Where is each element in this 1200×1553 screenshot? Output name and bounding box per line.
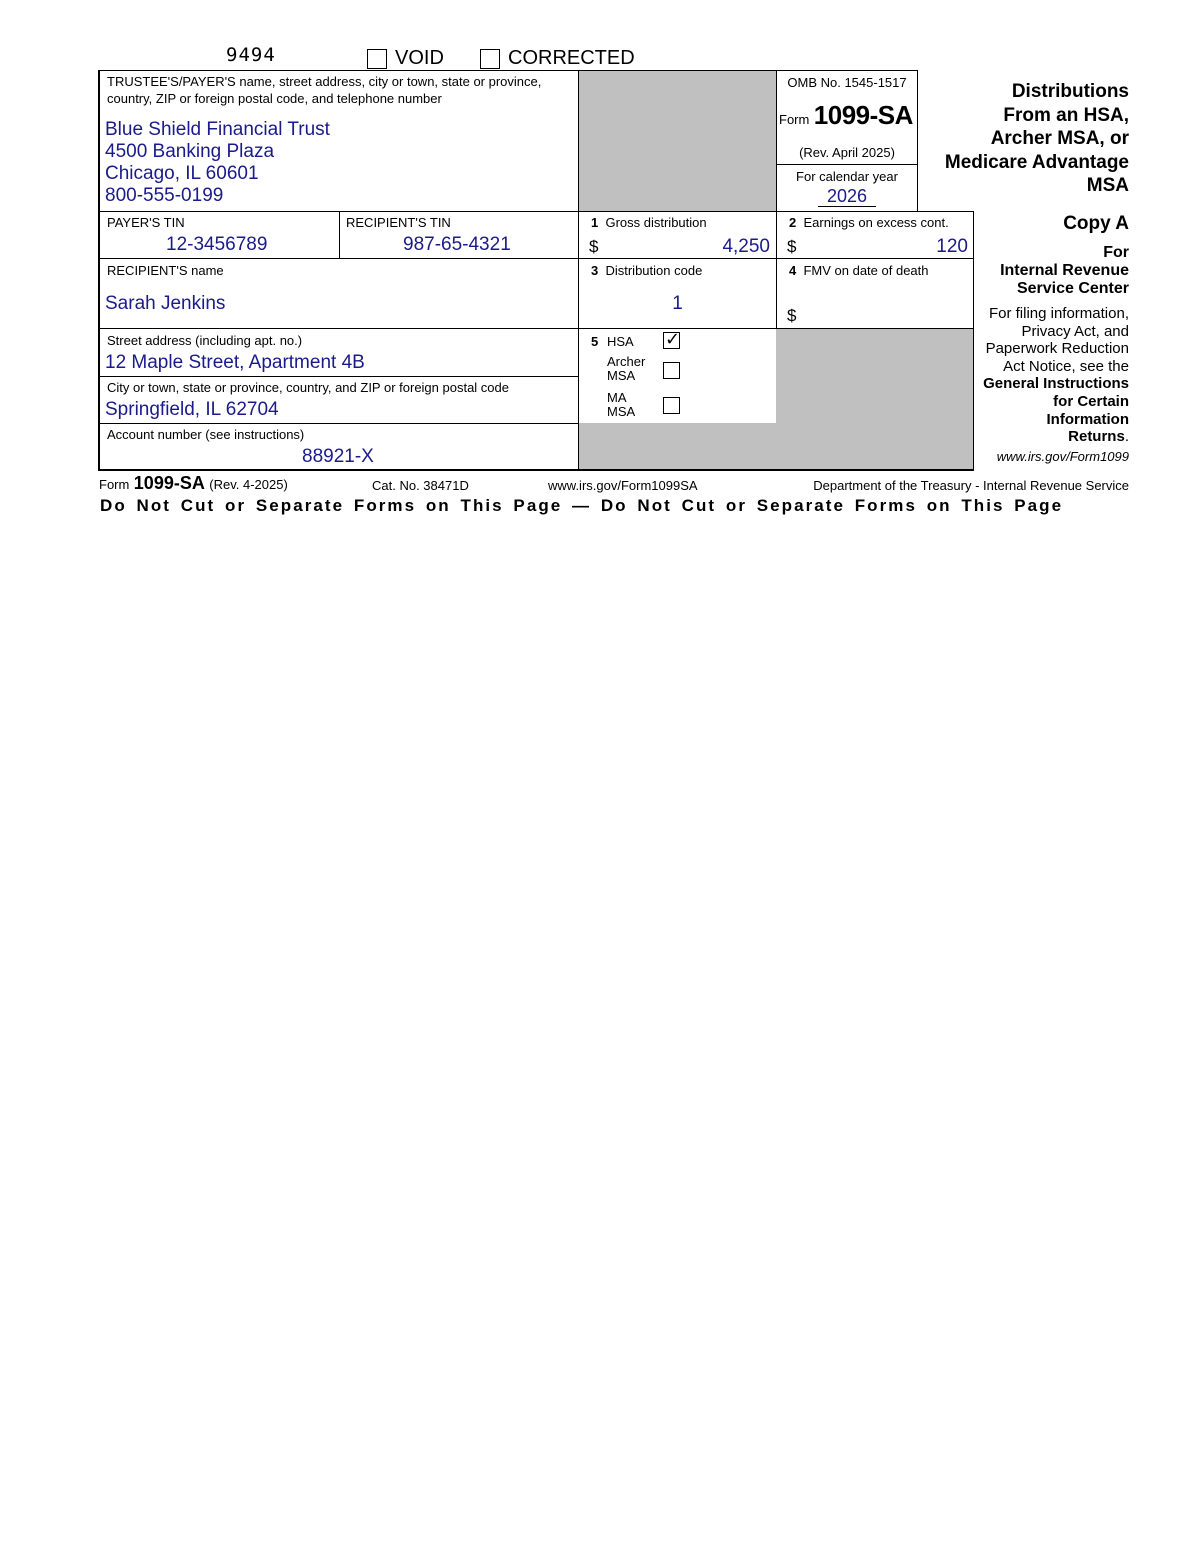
- box3-text: Distribution code: [605, 263, 703, 278]
- title-line: MSA: [1086, 175, 1129, 196]
- hsa-checkbox[interactable]: [663, 329, 681, 350]
- form-prefix: Form: [779, 112, 810, 127]
- copy-info-block: [966, 305, 1129, 446]
- void-checkbox[interactable]: [367, 49, 387, 69]
- payer-tin-label: PAYER'S TIN: [107, 215, 185, 230]
- box1-dollar: $: [589, 237, 599, 256]
- form-title-block: [920, 80, 1129, 198]
- copy-for-line: For: [1103, 244, 1129, 261]
- copy-info-line: Information: [1046, 410, 1129, 428]
- form-title: [779, 100, 913, 131]
- recipient-city: Springfield, IL 62704: [105, 399, 279, 420]
- rule: [98, 328, 974, 329]
- rule: [339, 211, 340, 258]
- footer-cat: Cat. No. 38471D: [372, 478, 469, 493]
- title-line: Distributions: [1011, 81, 1129, 102]
- archer-line: Archer: [607, 354, 646, 369]
- recipient-street: 12 Maple Street, Apartment 4B: [105, 352, 365, 373]
- copy-for-line: Internal Revenue: [1000, 262, 1129, 279]
- box4-label: [789, 262, 929, 279]
- rule: [776, 70, 777, 328]
- box2-value: 120: [936, 236, 968, 257]
- box4-dollar: $: [787, 306, 797, 325]
- shaded-area-box5-right: [776, 329, 973, 423]
- copy-a-title: Copy A: [1063, 213, 1129, 234]
- box1-value: 4,250: [722, 236, 770, 257]
- rule: [917, 70, 918, 211]
- copy-info-line: [966, 428, 1129, 446]
- box3-value: 1: [672, 293, 683, 314]
- account-label: Account number (see instructions): [107, 427, 305, 442]
- rule: [98, 70, 918, 71]
- recipient-name-label: RECIPIENT'S name: [107, 263, 224, 278]
- payer-name: Blue Shield Financial Trust: [105, 119, 330, 140]
- recipient-name: Sarah Jenkins: [105, 293, 226, 314]
- copy-info-line: General Instructions: [983, 375, 1129, 393]
- box1-label: [591, 214, 707, 231]
- corrected-label: CORRECTED: [508, 47, 635, 69]
- copy-info-line: Privacy Act, and: [1021, 322, 1129, 340]
- footer-form-prefix: Form: [99, 477, 130, 492]
- shaded-area-top: [579, 71, 776, 211]
- box5-ma-label: [607, 391, 635, 419]
- payer-tin: 12-3456789: [166, 234, 268, 255]
- shaded-area-account-right: [579, 423, 973, 470]
- box4-text: FMV on date of death: [803, 263, 929, 278]
- ma-line: MSA: [607, 404, 636, 419]
- box2-dollar: $: [787, 237, 797, 256]
- copy-info-line: For filing information,: [988, 305, 1129, 322]
- corrected-checkbox[interactable]: [480, 49, 500, 69]
- calendar-year: 2026: [818, 186, 876, 207]
- payer-street: 4500 Banking Plaza: [105, 141, 275, 162]
- title-line: Archer MSA, or: [990, 128, 1129, 149]
- rule: [98, 70, 100, 470]
- footer-dept: Department of the Treasury - Internal Revenue Service: [813, 478, 1129, 493]
- archer-line: MSA: [607, 368, 636, 383]
- box2-text: Earnings on excess cont.: [803, 215, 949, 230]
- rule: [776, 164, 918, 165]
- footer-warning: Do Not Cut or Separate Forms on This Page — Do Not Cut or Separate Forms on This Page: [100, 496, 1064, 515]
- copy-for-block: [976, 244, 1129, 298]
- rule: [98, 376, 579, 377]
- box1-number: 1: [591, 215, 599, 230]
- title-line: Medicare Advantage: [944, 151, 1129, 173]
- payer-city: Chicago, IL 60601: [105, 163, 259, 184]
- box1-text: Gross distribution: [605, 215, 707, 230]
- rule: [98, 211, 974, 212]
- rule: [98, 469, 974, 471]
- copy-period: .: [1124, 428, 1129, 446]
- account-number: 88921-X: [302, 446, 374, 467]
- box5-archer-label: [607, 355, 645, 383]
- rule: [98, 258, 974, 259]
- recipient-tin-label: RECIPIENT'S TIN: [346, 215, 451, 230]
- box4-number: 4: [789, 263, 797, 278]
- title-line: From an HSA,: [1003, 104, 1129, 126]
- ma-msa-checkbox[interactable]: [663, 397, 680, 414]
- ma-line: MA: [607, 390, 627, 405]
- city-label: City or town, state or province, country, and ZIP or foreign postal code: [107, 380, 509, 395]
- street-label: Street address (including apt. no.): [107, 333, 303, 348]
- payer-label: TRUSTEE'S/PAYER'S name, street address, city or town, state or province, country, ZIP or foreign postal code, and telephone number: [107, 74, 542, 106]
- form-rev: (Rev. April 2025): [799, 145, 895, 160]
- footer-form-number: 1099-SA: [133, 473, 205, 493]
- box3-number: 3: [591, 263, 599, 278]
- omb-number: OMB No. 1545-1517: [787, 75, 907, 90]
- copy-info-line: Act Notice, see the: [1003, 357, 1129, 375]
- recipient-tin: 987-65-4321: [403, 234, 511, 255]
- copy-returns: Returns: [1068, 428, 1125, 446]
- void-label: VOID: [395, 47, 444, 69]
- check-mark-icon: ✓: [664, 329, 681, 350]
- copy-for-line: Service Center: [1016, 280, 1129, 297]
- box2-number: 2: [789, 215, 797, 230]
- copy-info-line: for Certain: [1053, 392, 1129, 410]
- footer-form: [99, 473, 288, 494]
- copy-url: www.irs.gov/Form1099: [996, 449, 1129, 464]
- box2-label: [789, 214, 949, 231]
- box3-label: [591, 262, 702, 279]
- copy-info-line: Paperwork Reduction: [985, 340, 1129, 358]
- footer-url: www.irs.gov/Form1099SA: [548, 478, 698, 493]
- archer-msa-checkbox[interactable]: [663, 362, 680, 379]
- form-code: 9494: [226, 44, 276, 66]
- payer-phone: 800-555-0199: [105, 185, 224, 206]
- rule: [98, 423, 579, 424]
- box5-number: 5: [591, 334, 599, 349]
- box5-hsa-label: HSA: [607, 334, 634, 349]
- footer-rev: (Rev. 4-2025): [209, 477, 288, 492]
- calendar-year-label: For calendar year: [796, 169, 898, 184]
- rule: [578, 70, 579, 470]
- form-number: 1099-SA: [813, 100, 913, 130]
